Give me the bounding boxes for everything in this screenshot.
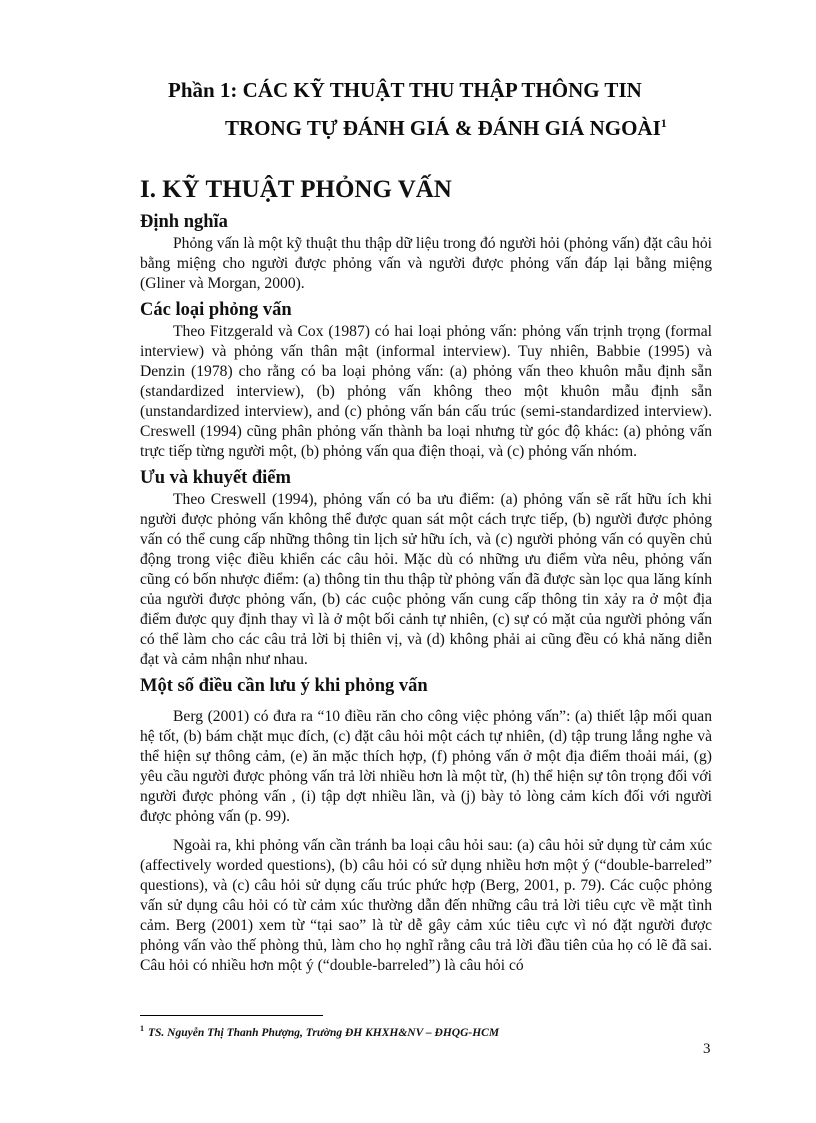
main-content	[140, 210, 712, 976]
paragraph-pros-cons: Theo Creswell (1994), phỏng vấn có ba ưu điểm: (a) phỏng vấn sẽ rất hữu ích khi người được phỏng vấn không thể được quan sát một cách trực tiếp, (b) người được phỏng vấn có thể cung cấp những thông tin lịch sử hữu ích, và (c) người phỏng vấn có quyền chủ động trong việc điều khiển các câu hỏi. Mặc dù có những ưu điểm vừa nêu, phỏng vấn cũng có bốn nhược điểm: (a) thông tin thu thập từ phỏng vấn đã được sàn lọc qua lăng kính của người được phỏng vấn, (b) các cuộc phỏng vấn cung cấp thông tin xảy ra ở một địa điểm được quy định thay vì là ở một bối cảnh tự nhiên, (c) sự có mặt của người phỏng vấn có thể làm cho các câu trả lời bị thiên vị, và (d) không phải ai cũng đều có khả năng diễn đạt và cảm nhận như nhau.	[140, 491, 712, 668]
title-line-2	[225, 116, 667, 141]
heading-definition: Định nghĩa	[140, 212, 228, 232]
page-number: 3	[703, 1041, 711, 1057]
footnote-reference[interactable]: 1	[660, 116, 667, 130]
paragraph-interview-types: Theo Fitzgerald và Cox (1987) có hai loại phỏng vấn: phỏng vấn trịnh trọng (formal interview) và phỏng vấn thân mật (informal interview). Tuy nhiên, Babbie (1995) và Denzin (1978) cho rằng có ba loại phỏng vấn: (a) phỏng vấn theo khuôn mẫu định sẵn (standardized interview), (b) phỏng vấn không theo một khuôn mẫu định sẵn (unstandardized interview), and (c) phỏng vấn bán cấu trúc (semi-standardized interview). Creswell (1994) cũng phân phỏng vấn thành ba loại nhưng từ góc độ khác: (a) phỏng vấn trực tiếp từng người một, (b) phỏng vấn qua điện thoại, và (c) phỏng vấn nhóm.	[140, 323, 712, 460]
heading-interview-types: Các loại phỏng vấn	[140, 300, 292, 320]
paragraph-definition: Phỏng vấn là một kỹ thuật thu thập dữ liệu trong đó người hỏi (phỏng vấn) đặt câu hỏi bằng miệng cho người được phỏng vấn và người được phỏng vấn đáp lại bằng miệng (Gliner và Morgan, 2000).	[140, 235, 712, 292]
footnote-text: TS. Nguyễn Thị Thanh Phượng, Trường ĐH KHXH&NV – ĐHQG-HCM	[148, 1026, 500, 1039]
title-line-1: Phần 1: CÁC KỸ THUẬT THU THẬP THÔNG TIN	[168, 78, 642, 102]
footnote-number: 1	[140, 1024, 144, 1033]
paragraph-interview-notes-1: Berg (2001) có đưa ra “10 điều răn cho công việc phỏng vấn”: (a) thiết lập mối quan hệ tốt, (b) bám chặt mục đích, (c) đặt câu hỏi một cách tự nhiên, (d) tập trung lắng nghe và thể hiện sự thông cảm, (e) ăn mặc thích hợp, (f) phỏng vấn ở một địa điểm thoải mái, (g) yêu cầu người được phỏng vấn trả lời nhiều hơn là một từ, (h) thể hiện sự tôn trọng đối với người được phỏng vấn , (i) tập dợt nhiều lần, và (j) bày tỏ lòng cảm kích đối với người được phỏng vấn (p. 99).	[140, 708, 712, 825]
footnote-divider	[140, 1015, 323, 1016]
section-heading: I. KỸ THUẬT PHỎNG VẤN	[140, 176, 452, 203]
footnote	[140, 1024, 499, 1039]
title-line-2-text: TRONG TỰ ĐÁNH GIÁ & ĐÁNH GIÁ NGOÀI	[225, 116, 661, 140]
heading-interview-notes: Một số điều cần lưu ý khi phỏng vấn	[140, 676, 428, 696]
heading-pros-cons: Ưu và khuyết điểm	[140, 468, 291, 488]
paragraph-interview-notes-2: Ngoài ra, khi phỏng vấn cần tránh ba loại câu hỏi sau: (a) câu hỏi sử dụng từ cảm xúc (affectively worded questions), (b) câu hỏi có sử dụng nhiều hơn một ý (“double-barreled” questions), và (c) câu hỏi sử dụng cấu trúc phức hợp (Berg, 2001, p. 79). Các cuộc phỏng vấn sử dụng câu hỏi có từ cảm xúc thường dẫn đến những câu trả lời tiêu cực về mặt tình cảm. Berg (2001) xem từ “tại sao” là từ dễ gây cảm xúc tiêu cực vì nó đặt người được phỏng vấn vào thế phòng thủ, làm cho họ nghĩ rằng câu trả lời đầu tiên của họ có lẽ đã sai. Câu hỏi có nhiều hơn một ý (“double-barreled”) là câu hỏi có	[140, 837, 712, 974]
